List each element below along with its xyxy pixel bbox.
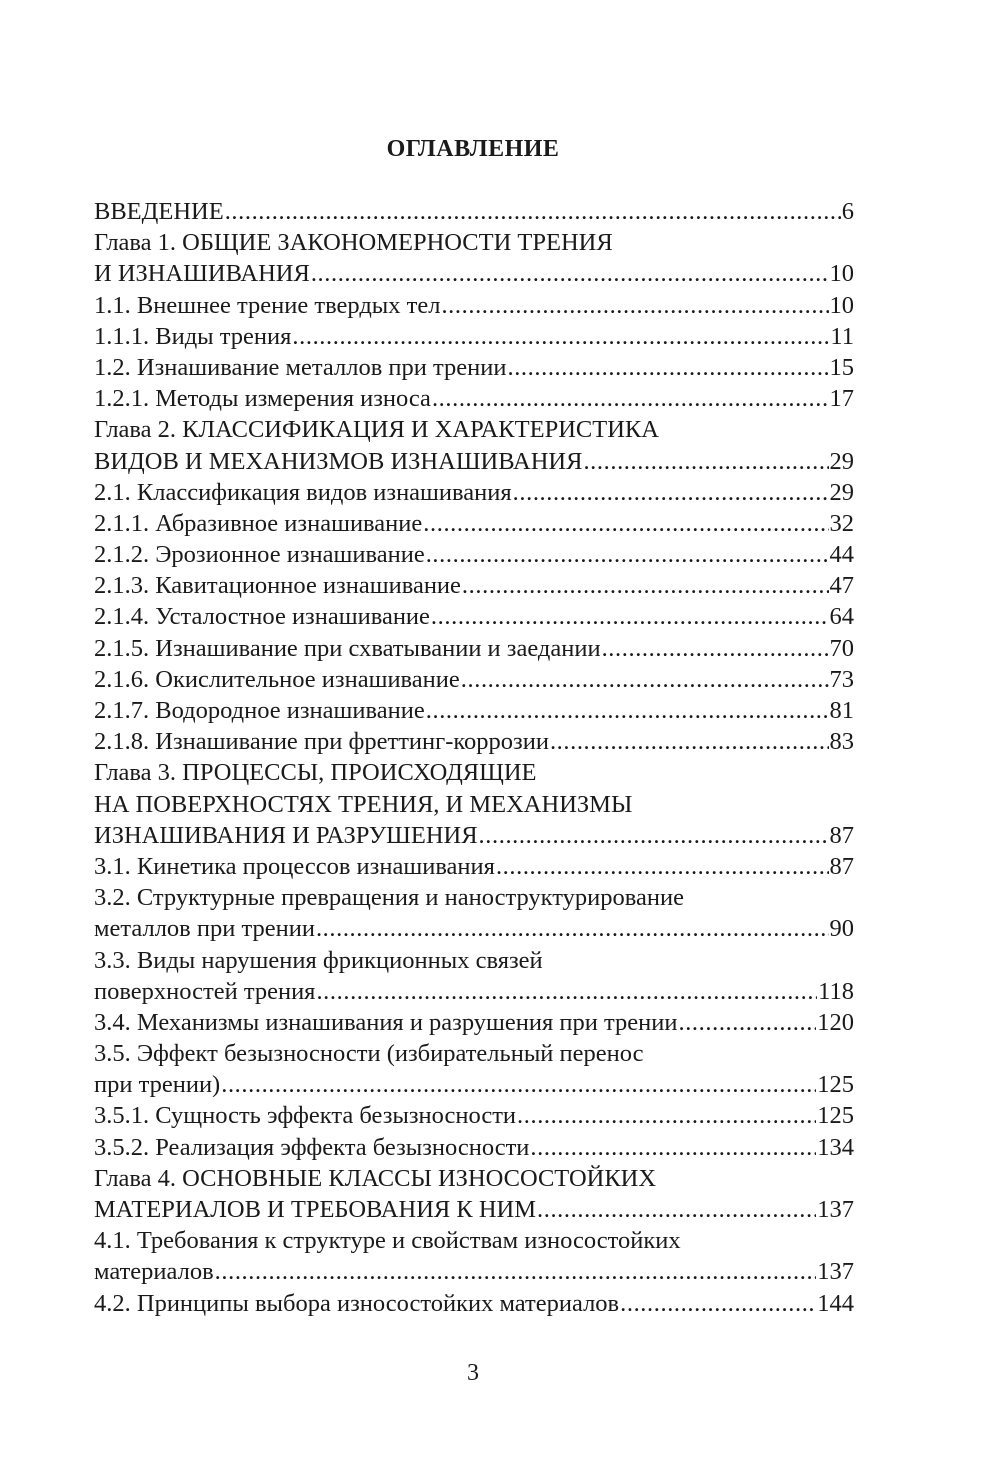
toc-entry: [94, 1132, 854, 1163]
toc-entry: [94, 757, 854, 788]
toc-entry-title: 1.2.1. Методы измерения износа: [94, 385, 431, 413]
toc-entry: [94, 726, 854, 757]
toc-entry: [94, 227, 854, 258]
dot-leader: [426, 539, 829, 570]
dot-leader: [583, 446, 828, 477]
toc-entry-title: И ИЗНАШИВАНИЯ: [94, 260, 310, 288]
toc-entry-title: МАТЕРИАЛОВ И ТРЕБОВАНИЯ К НИМ: [94, 1196, 536, 1223]
toc-entry-title: 1.2. Изнашивание металлов при трении: [94, 353, 507, 381]
toc-entry-title: 3.5. Эффект безызносности (избирательный перенос: [94, 1040, 644, 1068]
toc-entry-page: 64: [829, 603, 854, 631]
toc-entry-page: 83: [829, 728, 854, 756]
toc-entry-page: 134: [817, 1133, 854, 1161]
toc-entry: [94, 945, 854, 976]
toc-entry-page: 15: [829, 353, 854, 381]
toc-entry: [94, 851, 854, 882]
toc-entry-continuation: [94, 820, 854, 851]
toc-entry-title: поверхностей трения: [94, 977, 316, 1005]
toc-entry-continuation: [94, 1069, 854, 1100]
toc-entry-continuation: [94, 1194, 854, 1225]
toc-entry-page: 90: [829, 915, 854, 943]
toc-entry-page: 17: [829, 385, 854, 413]
toc-entry-title: ИЗНАШИВАНИЯ И РАЗРУШЕНИЯ: [94, 821, 478, 849]
toc-entry-title: 2.1.8. Изнашивание при фреттинг-коррозии: [94, 728, 549, 756]
toc-entry-title: 2.1.6. Окислительное изнашивание: [94, 665, 460, 693]
dot-leader: [221, 1069, 816, 1100]
toc-entry-title: 3.5.2. Реализация эффекта безызносности: [94, 1133, 530, 1161]
toc-entry-title: 3.5.1. Сущность эффекта безызносности: [94, 1102, 517, 1130]
toc-entry-title: 2.1.7. Водородное изнашивание: [94, 697, 425, 724]
dot-leader: [215, 1256, 817, 1287]
toc-entry-title: 2.1. Классификация видов изнашивания: [94, 478, 512, 506]
toc-entry-title: ВВЕДЕНИЕ: [94, 198, 224, 225]
toc-entry: [94, 290, 854, 321]
dot-leader: [678, 1007, 816, 1038]
dot-leader: [479, 820, 829, 851]
toc-entry: [94, 882, 854, 913]
dot-leader: [537, 1194, 816, 1225]
toc-entry-page: 10: [829, 291, 854, 319]
toc-entry: [94, 1288, 854, 1319]
dot-leader: [423, 508, 828, 539]
toc-entry-continuation: [94, 789, 854, 820]
toc-entry-page: 144: [817, 1289, 854, 1317]
dot-leader: [530, 1132, 816, 1163]
toc-entry-title: 2.1.4. Усталостное изнашивание: [94, 603, 430, 631]
toc-entry-title: 4.1. Требования к структуре и свойствам износостойких: [94, 1227, 681, 1255]
toc-entry-continuation: [94, 258, 854, 289]
toc-entry-page: 29: [829, 478, 854, 506]
dot-leader: [432, 383, 829, 414]
dot-leader: [550, 726, 829, 757]
dot-leader: [316, 976, 817, 1007]
toc-entry: [94, 1163, 854, 1194]
toc-entry-page: 87: [829, 821, 854, 849]
toc-entry-title: 1.1. Внешнее трение твердых тел: [94, 291, 441, 319]
dot-leader: [602, 633, 829, 664]
dot-leader: [517, 1100, 816, 1131]
toc-entry: [94, 1225, 854, 1256]
toc-entry-title: 1.1.1. Виды трения: [94, 322, 292, 350]
toc-entry: [94, 601, 854, 632]
toc-entry: [94, 1038, 854, 1069]
toc-entry: [94, 383, 854, 414]
toc-entry-page: 125: [817, 1071, 854, 1099]
toc-entry-title: 3.1. Кинетика процессов изнашивания: [94, 852, 495, 880]
dot-leader: [225, 196, 841, 227]
toc-entry-page: 118: [818, 977, 854, 1005]
toc-entry-title: металлов при трении: [94, 915, 315, 943]
dot-leader: [513, 477, 829, 508]
page-title: ОГЛАВЛЕНИЕ: [386, 136, 560, 162]
toc-entry-title: при трении): [94, 1071, 221, 1099]
toc-entry-title: 4.2. Принципы выбора износостойких материалов: [94, 1289, 620, 1317]
toc-entry-title: 2.1.3. Кавитационное изнашивание: [94, 572, 461, 600]
toc-entry-title: Глава 2. КЛАССИФИКАЦИЯ И ХАРАКТЕРИСТИКА: [94, 416, 659, 444]
toc-entry-page: 81: [829, 697, 854, 724]
dot-leader: [507, 352, 828, 383]
toc-entry: [94, 508, 854, 539]
dot-leader: [431, 601, 829, 632]
toc-entry-title: Глава 4. ОСНОВНЫЕ КЛАССЫ ИЗНОСОСТОЙКИХ: [94, 1164, 657, 1192]
dot-leader: [441, 290, 828, 321]
toc-entry-title: НА ПОВЕРХНОСТЯХ ТРЕНИЯ, И МЕХАНИЗМЫ: [94, 790, 633, 818]
toc-entry: [94, 477, 854, 508]
toc-entry-continuation: [94, 446, 854, 477]
toc-entry: [94, 1007, 854, 1038]
toc-entry: [94, 321, 854, 352]
dot-leader: [426, 695, 829, 726]
toc-entry-title: 2.1.1. Абразивное изнашивание: [94, 509, 423, 537]
toc-entry-page: 47: [829, 572, 854, 600]
toc-entry: [94, 352, 854, 383]
dot-leader: [496, 851, 829, 882]
dot-leader: [620, 1288, 816, 1319]
dot-leader: [311, 258, 829, 289]
toc-entry-page: 32: [829, 509, 854, 537]
toc-entry: [94, 196, 854, 227]
toc-entry-continuation: [94, 913, 854, 944]
toc-entry-page: 10: [829, 260, 854, 288]
table-of-contents: [94, 196, 854, 1319]
toc-entry-title: 3.3. Виды нарушения фрикционных связей: [94, 946, 543, 974]
toc-entry-page: 87: [829, 852, 854, 880]
dot-leader: [462, 570, 829, 601]
page-number: 3: [467, 1360, 479, 1386]
toc-entry-title: ВИДОВ И МЕХАНИЗМОВ ИЗНАШИВАНИЯ: [94, 447, 583, 475]
toc-entry-title: Глава 3. ПРОЦЕССЫ, ПРОИСХОДЯЩИЕ: [94, 759, 537, 787]
toc-entry-title: Глава 1. ОБЩИЕ ЗАКОНОМЕРНОСТИ ТРЕНИЯ: [94, 229, 613, 257]
toc-entry-continuation: [94, 976, 854, 1007]
toc-entry-title: 3.4. Механизмы изнашивания и разрушения при трении: [94, 1008, 678, 1036]
toc-entry-title: 2.1.5. Изнашивание при схватывании и заедании: [94, 634, 601, 662]
toc-entry: [94, 570, 854, 601]
toc-entry-title: материалов: [94, 1258, 214, 1286]
toc-entry: [94, 414, 854, 445]
toc-entry-page: 11: [830, 322, 854, 350]
toc-entry-page: 137: [817, 1258, 854, 1286]
toc-entry-page: 125: [817, 1102, 854, 1130]
toc-entry-page: 6: [841, 198, 854, 225]
dot-leader: [461, 664, 829, 695]
toc-entry-page: 137: [817, 1196, 854, 1223]
dot-leader: [316, 913, 829, 944]
toc-entry-page: 29: [829, 447, 854, 475]
toc-entry-continuation: [94, 1256, 854, 1287]
toc-entry-page: 120: [817, 1008, 854, 1036]
toc-entry-page: 44: [829, 541, 854, 569]
toc-entry: [94, 633, 854, 664]
toc-entry: [94, 1100, 854, 1131]
toc-entry-title: 3.2. Структурные превращения и наноструктурирование: [94, 884, 684, 912]
dot-leader: [292, 321, 829, 352]
toc-entry-page: 73: [829, 665, 854, 693]
toc-entry: [94, 695, 854, 726]
toc-entry-title: 2.1.2. Эрозионное изнашивание: [94, 541, 425, 569]
toc-entry: [94, 664, 854, 695]
toc-entry: [94, 539, 854, 570]
toc-entry-page: 70: [829, 634, 854, 662]
